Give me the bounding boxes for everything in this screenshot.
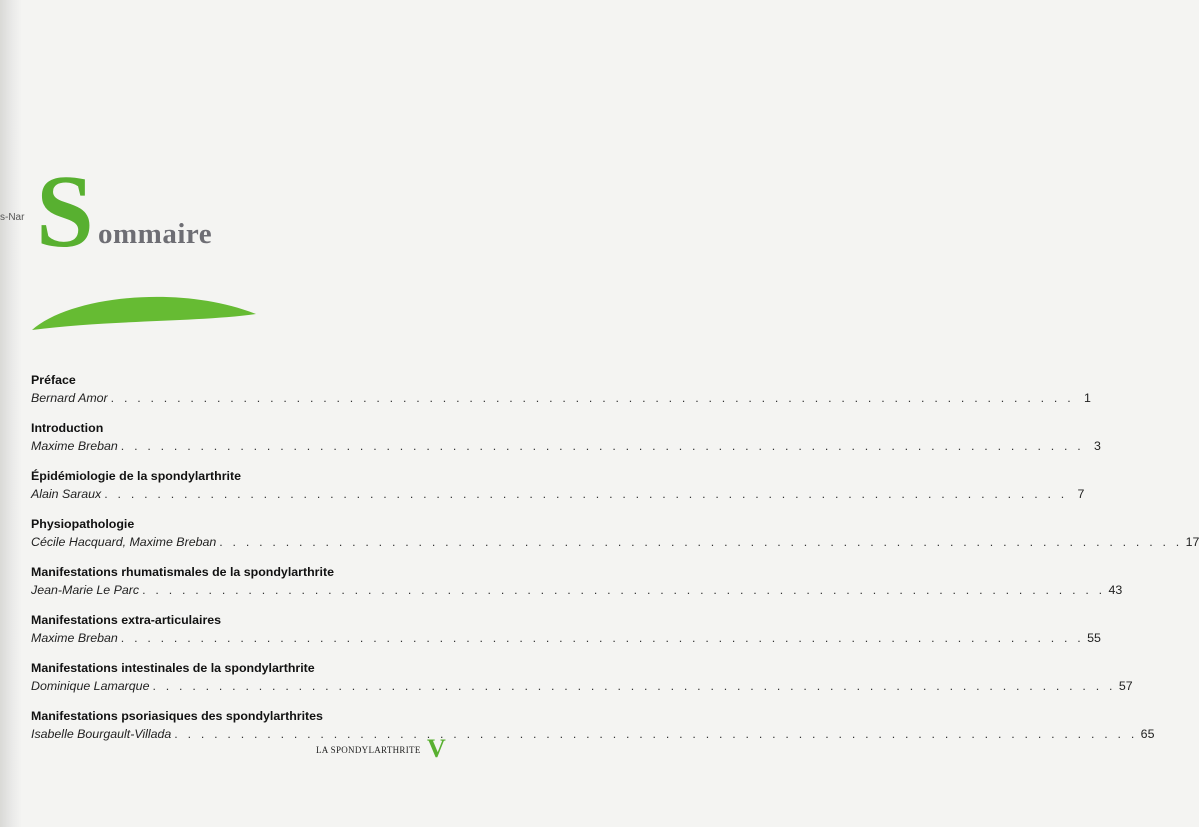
toc-entry-line xyxy=(31,533,1199,551)
toc-entry-title: Introduction xyxy=(31,421,104,435)
toc-entry-title: Manifestations psoriasiques des spondylarthrites xyxy=(31,709,323,723)
page-title xyxy=(36,154,336,269)
toc-entry-line xyxy=(31,677,1133,695)
title-initial: S xyxy=(36,154,94,269)
leaf-ornament xyxy=(30,282,260,334)
toc-entry[interactable] xyxy=(31,612,1101,647)
toc-entry-author: Dominique Lamarque xyxy=(31,679,150,693)
toc-entry-page: 55 xyxy=(1087,631,1101,645)
toc-entry[interactable] xyxy=(31,372,1091,407)
toc-entry-author: Jean-Marie Le Parc xyxy=(31,583,140,597)
toc-entry-author: Bernard Amor xyxy=(31,391,108,405)
toc-entry-author: Isabelle Bourgault-Villada xyxy=(31,727,172,741)
dot-leader: . . . . . . . . . . . . . . . . . . . . . . . . . . . . . . . . . . . . . . . . . . . . . . . . . . . . . . . . . . . . . . . . . . . . . . . . . xyxy=(142,583,1106,597)
dot-leader: . . . . . . . . . . . . . . . . . . . . . . . . . . . . . . . . . . . . . . . . . . . . . . . . . . . . . . . . . . . . . . . . . . . . . . . . . xyxy=(120,631,1084,645)
page-number: V xyxy=(427,734,446,763)
toc-entry-page: 17 xyxy=(1185,535,1199,549)
dot-leader: . . . . . . . . . . . . . . . . . . . . . . . . . . . . . . . . . . . . . . . . . . . . . . . . . . . . . . . . . . . . . . . . . . . . . . . . . xyxy=(174,727,1138,741)
toc-entry-line xyxy=(31,725,1155,743)
toc-entry[interactable] xyxy=(31,660,1133,695)
dot-leader: . . . . . . . . . . . . . . . . . . . . . . . . . . . . . . . . . . . . . . . . . . . . . . . . . . . . . . . . . . . . . . . . . . . . . . . . . xyxy=(219,535,1183,549)
toc-entry[interactable] xyxy=(31,468,1085,503)
toc-entry-page: 65 xyxy=(1140,727,1155,741)
book-spine-shadow xyxy=(0,0,25,827)
toc-entry-line xyxy=(31,629,1101,647)
facing-page-fragment: s-Nar xyxy=(0,212,25,223)
dot-leader: . . . . . . . . . . . . . . . . . . . . . . . . . . . . . . . . . . . . . . . . . . . . . . . . . . . . . . . . . . . . . . . . . . . . . . . . . xyxy=(120,439,1084,453)
toc-entry-line xyxy=(31,485,1085,503)
toc-entry-page: 1 xyxy=(1083,391,1091,405)
dot-leader: . . . . . . . . . . . . . . . . . . . . . . . . . . . . . . . . . . . . . . . . . . . . . . . . . . . . . . . . . . . . . . . . . . . . . . . . . xyxy=(104,487,1068,501)
toc-entry-title: Physiopathologie xyxy=(31,517,135,531)
dot-leader: . . . . . . . . . . . . . . . . . . . . . . . . . . . . . . . . . . . . . . . . . . . . . . . . . . . . . . . . . . . . . . . . . . . . . . . . . xyxy=(110,391,1074,405)
toc-entry-line xyxy=(31,389,1091,407)
toc-entry-title: Préface xyxy=(31,373,76,387)
toc-entry-page: 7 xyxy=(1077,487,1085,501)
toc-entry[interactable] xyxy=(31,564,1123,599)
toc-entry-title: Manifestations extra-articulaires xyxy=(31,613,222,627)
toc-entry-page: 3 xyxy=(1094,439,1101,453)
dot-leader: . . . . . . . . . . . . . . . . . . . . . . . . . . . . . . . . . . . . . . . . . . . . . . . . . . . . . . . . . . . . . . . . . . . . . . . . . xyxy=(152,679,1116,693)
toc-entry-author: Maxime Breban xyxy=(31,439,118,453)
toc-entry-title: Épidémiologie de la spondylarthrite xyxy=(31,469,241,483)
toc-entry[interactable] xyxy=(31,708,1155,743)
toc-entry-title: Manifestations rhumatismales de la spondylarthrite xyxy=(31,565,334,579)
toc-entry-author: Alain Saraux xyxy=(31,487,102,501)
running-title: LA SPONDYLARTHRITE xyxy=(316,745,421,755)
toc-entry[interactable] xyxy=(31,516,1199,551)
toc-entry-author: Cécile Hacquard, Maxime Breban xyxy=(31,535,217,549)
toc-entry-line xyxy=(31,581,1123,599)
toc-entry-page: 43 xyxy=(1108,583,1123,597)
toc-entry-title: Manifestations intestinales de la spondylarthrite xyxy=(31,661,315,675)
table-of-contents xyxy=(31,372,1199,756)
toc-entry-page: 57 xyxy=(1118,679,1133,693)
toc-entry-author: Maxime Breban xyxy=(31,631,118,645)
toc-entry-line xyxy=(31,437,1101,455)
title-rest: ommaire xyxy=(98,218,213,250)
toc-entry[interactable] xyxy=(31,420,1101,455)
